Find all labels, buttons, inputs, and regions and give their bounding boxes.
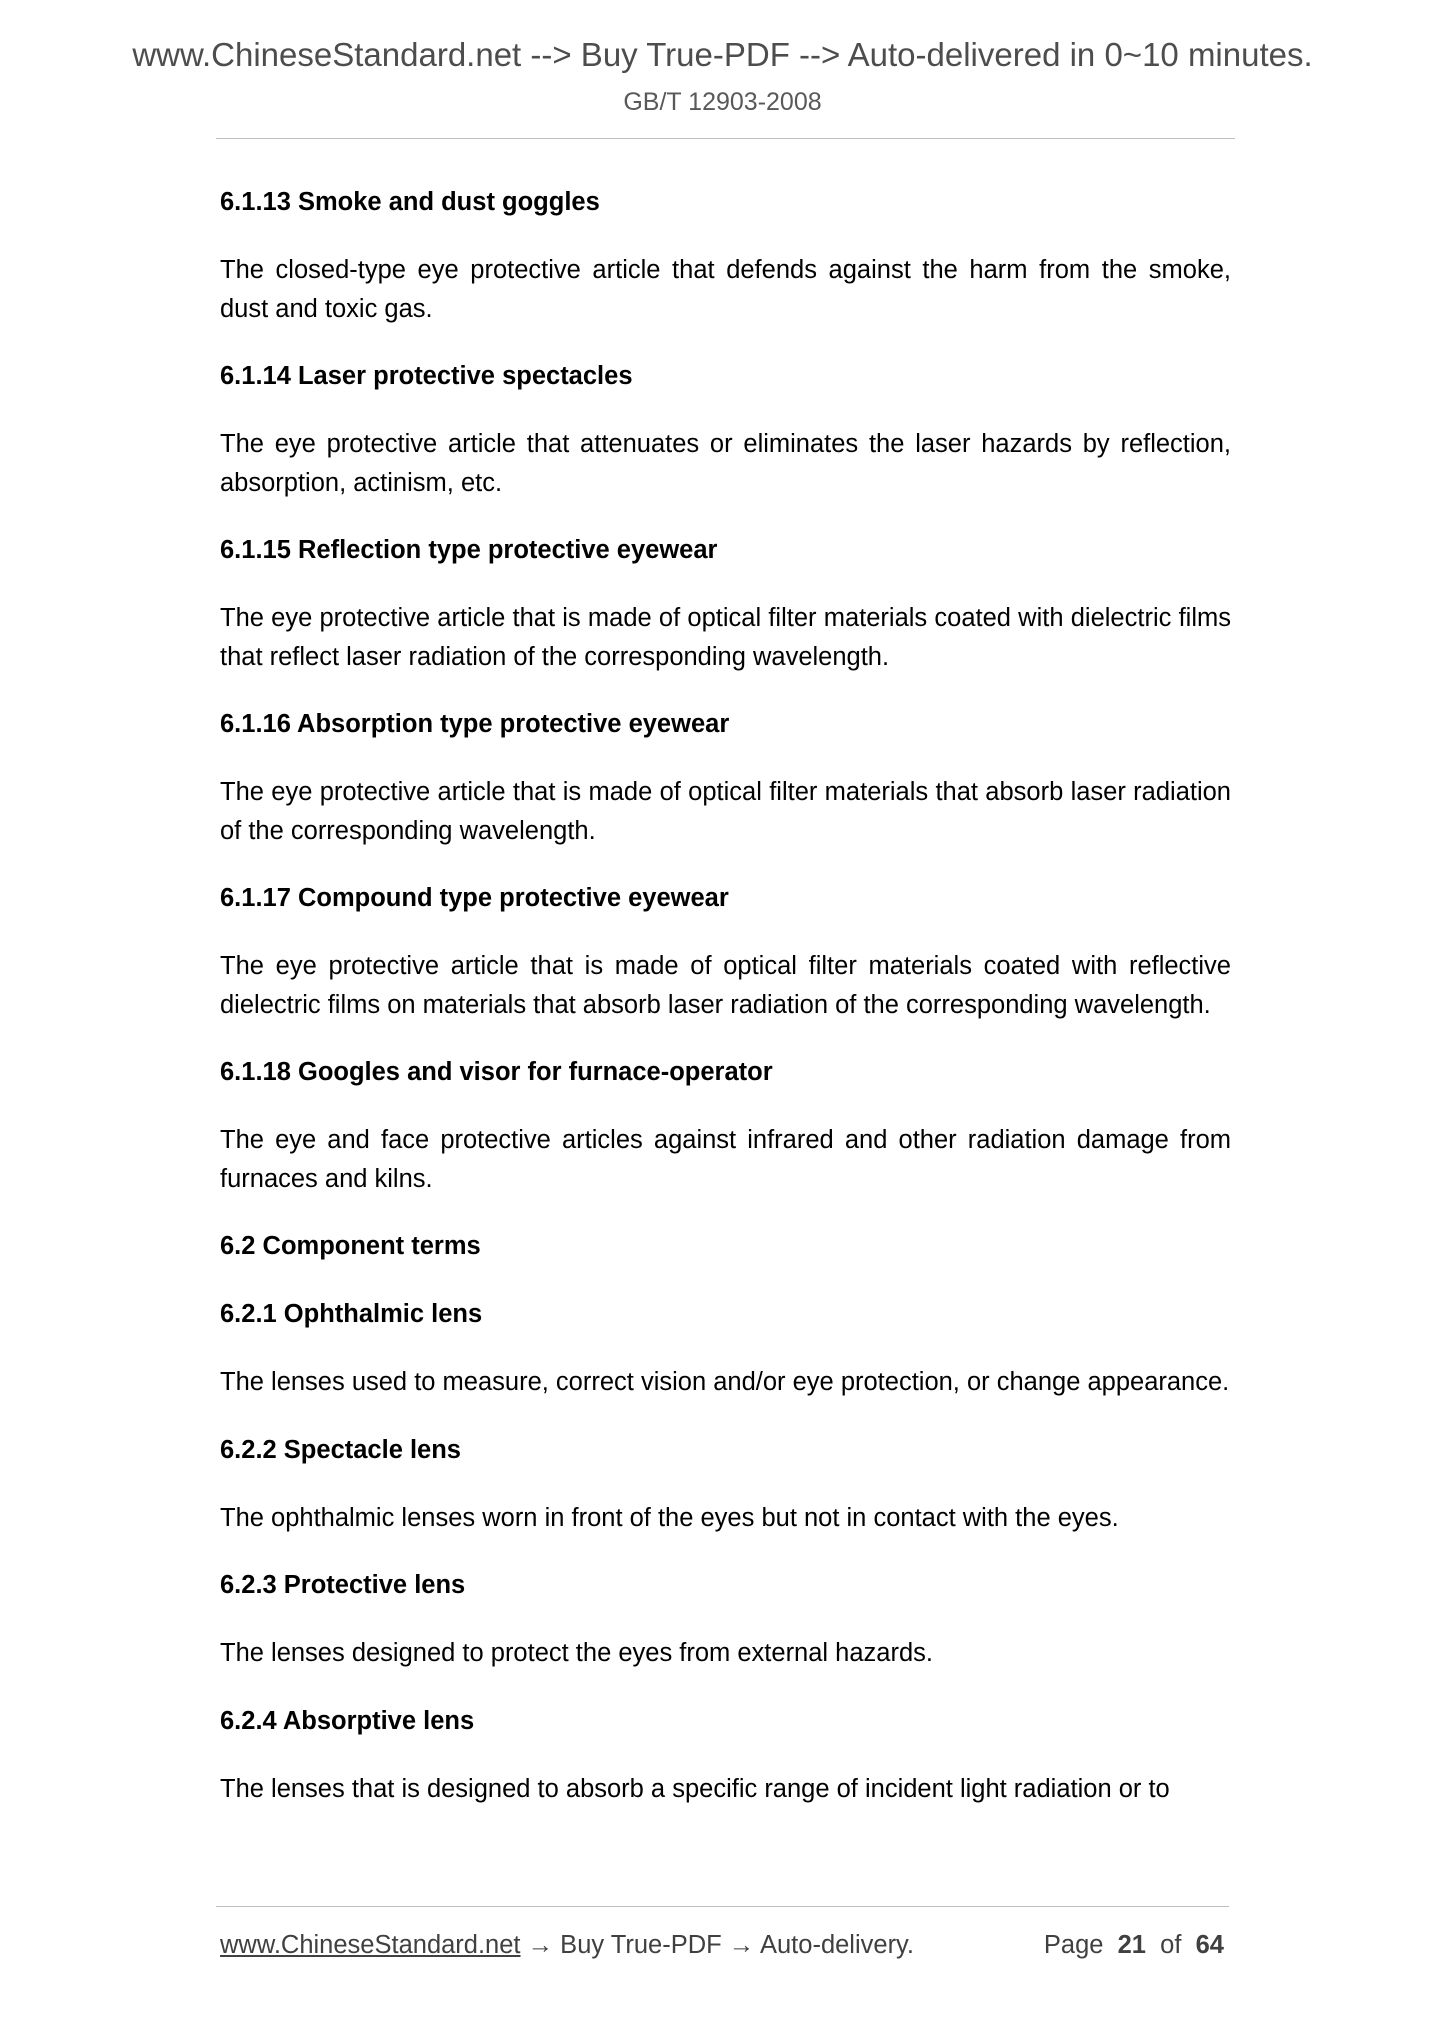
- page-number: 21: [1117, 1931, 1146, 1959]
- section-heading: 6.1.18 Googles and visor for furnace-operator: [220, 1058, 773, 1086]
- section-text: The eye protective article that is made of optical filter materials coated with dielectric films that reflect laser radiation of the corresponding wavelength.: [220, 604, 1231, 671]
- section-heading: 6.1.17 Compound type protective eyewear: [220, 884, 729, 912]
- page-of-label: of: [1160, 1931, 1182, 1959]
- section-text: The lenses used to measure, correct vision and/or eye protection, or change appearance.: [220, 1368, 1230, 1396]
- document-code: GB/T 12903-2008: [623, 88, 822, 116]
- section-text: The eye protective article that attenuates or eliminates the laser hazards by reflection, absorption, actinism, etc.: [220, 430, 1231, 497]
- section-heading: 6.1.15 Reflection type protective eyewear: [220, 536, 718, 564]
- document-body: [220, 183, 1231, 1837]
- footer-tagline: → Buy True-PDF → Auto-delivery.: [520, 1931, 914, 1959]
- section-text: The eye and face protective articles against infrared and other radiation damage from furnaces and kilns.: [220, 1126, 1231, 1193]
- footer-divider: [216, 1906, 1229, 1907]
- top-banner: www.ChineseStandard.net --> Buy True-PDF --> Auto-delivered in 0~10 minutes.: [132, 36, 1313, 73]
- section-text: The eye protective article that is made of optical filter materials coated with reflective dielectric films on materials that absorb laser radiation of the corresponding wavelength.: [220, 952, 1231, 1019]
- header-divider: [216, 138, 1235, 139]
- page-label: Page: [1043, 1931, 1104, 1959]
- page-indicator: [1044, 1929, 1224, 1961]
- total-pages: 64: [1195, 1931, 1224, 1959]
- section-heading: 6.2.1 Ophthalmic lens: [220, 1300, 483, 1328]
- section-text: The closed-type eye protective article that defends against the harm from the smoke, dust and toxic gas.: [220, 256, 1231, 323]
- section-heading: 6.2.4 Absorptive lens: [220, 1706, 475, 1735]
- section-text: The lenses that is designed to absorb a specific range of incident light radiation or to: [220, 1774, 1170, 1803]
- section-heading: 6.1.14 Laser protective spectacles: [220, 362, 633, 390]
- section-heading: 6.2.3 Protective lens: [220, 1571, 466, 1599]
- section-text: The ophthalmic lenses worn in front of the eyes but not in contact with the eyes.: [220, 1503, 1119, 1532]
- footer-left: [220, 1929, 914, 1961]
- section-text: The eye protective article that is made of optical filter materials that absorb laser radiation of the corresponding wavelength.: [220, 778, 1231, 845]
- section-heading: 6.2 Component terms: [220, 1232, 481, 1260]
- section-text: The lenses designed to protect the eyes from external hazards.: [220, 1639, 933, 1667]
- section-heading: 6.2.2 Spectacle lens: [220, 1435, 461, 1464]
- footer-site-link[interactable]: www.ChineseStandard.net: [220, 1931, 521, 1959]
- section-heading: 6.1.13 Smoke and dust goggles: [220, 188, 600, 216]
- section-heading: 6.1.16 Absorption type protective eyewear: [220, 710, 730, 738]
